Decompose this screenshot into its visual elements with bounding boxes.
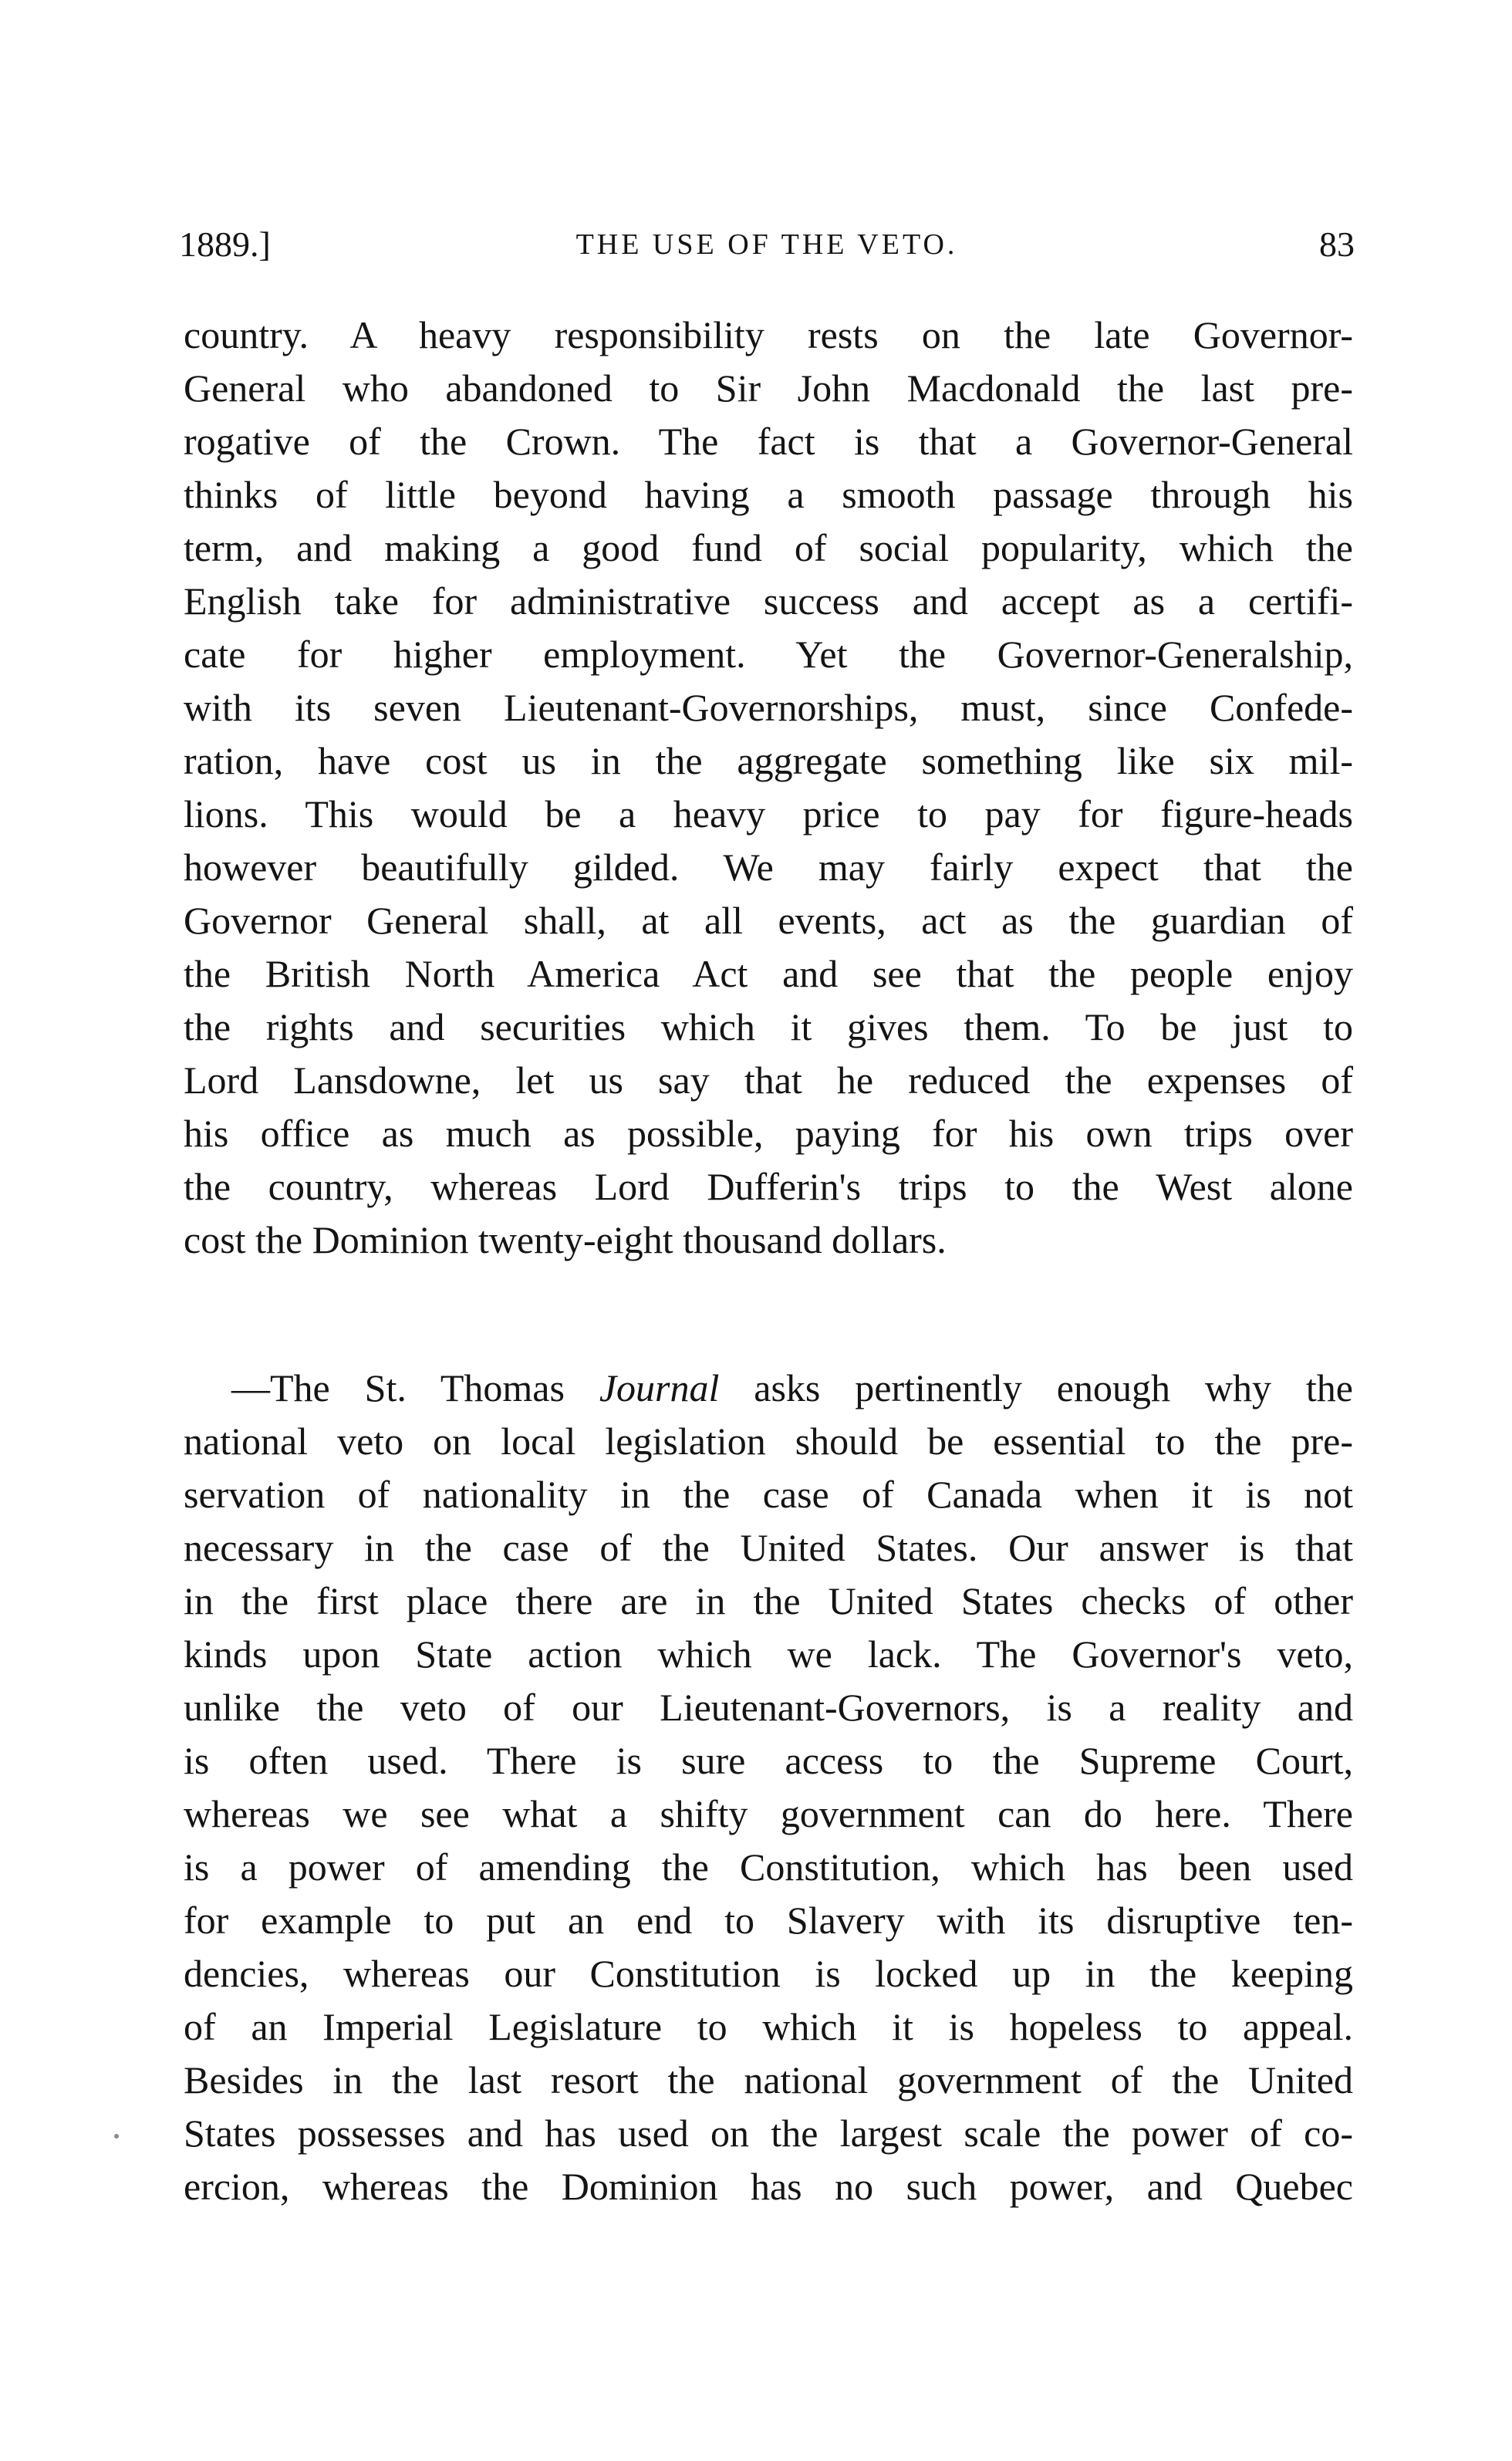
text-run: —The St. Thomas bbox=[231, 1366, 599, 1409]
text-line: thinks of little beyond having a smooth passage through his bbox=[184, 473, 1353, 516]
text-line: for example to put an end to Slavery with its disruptive ten- bbox=[184, 1899, 1353, 1942]
text-line: in the first place there are in the United States checks of other bbox=[184, 1579, 1353, 1622]
text-line: ration, have cost us in the aggregate something like six mil- bbox=[184, 739, 1353, 782]
text-line: with its seven Lieutenant-Governorships, must, since Confede- bbox=[184, 686, 1353, 729]
running-title: THE USE OF THE VETO. bbox=[575, 228, 958, 261]
text-line: General who abandoned to Sir John Macdonald the last pre- bbox=[184, 366, 1353, 410]
text-line: Lord Lansdowne, let us say that he reduced the expenses of bbox=[184, 1058, 1353, 1102]
text-line: cost the Dominion twenty-eight thousand dollars. bbox=[184, 1218, 947, 1261]
text-line: the country, whereas Lord Dufferin's trips to the West alone bbox=[184, 1165, 1353, 1208]
text-line: ercion, whereas the Dominion has no such power, and Quebec bbox=[184, 2165, 1353, 2208]
text-line: is a power of amending the Constitution, which has been used bbox=[184, 1845, 1353, 1889]
text-line: States possesses and has used on the largest scale the power of co- bbox=[184, 2112, 1353, 2155]
page-number: 83 bbox=[1319, 224, 1355, 264]
text-line: servation of nationality in the case of Canada when it is not bbox=[184, 1473, 1353, 1516]
text-line: English take for administrative success and accept as a certifi- bbox=[184, 579, 1353, 623]
text-line: cate for higher employment. Yet the Governor-Generalship, bbox=[184, 633, 1353, 676]
text-line: term, and making a good fund of social popularity, which the bbox=[184, 526, 1353, 569]
scan-speck bbox=[114, 2134, 119, 2139]
text-line-first bbox=[184, 1362, 1353, 1415]
text-line: country. A heavy responsibility rests on the late Governor- bbox=[184, 313, 1353, 356]
text-line: dencies, whereas our Constitution is locked up in the keeping bbox=[184, 1952, 1353, 1995]
text-line: lions. This would be a heavy price to pay for figure-heads bbox=[184, 792, 1353, 836]
journal-title-italic: Journal bbox=[599, 1366, 720, 1409]
text-line: Governor General shall, at all events, act as the guardian of bbox=[184, 899, 1353, 942]
text-line: of an Imperial Legislature to which it is hopeless to appeal. bbox=[184, 2005, 1353, 2048]
paragraph-governor-general bbox=[184, 309, 1353, 1267]
header-year: 1889.] bbox=[179, 224, 271, 264]
running-head bbox=[179, 218, 1355, 272]
text-line: national veto on local legislation should be essential to the pre- bbox=[184, 1420, 1353, 1463]
paragraph-national-veto bbox=[184, 1362, 1353, 2213]
text-run: asks pertinently enough why the bbox=[719, 1366, 1353, 1409]
text-line: the rights and securities which it gives them. To be just to bbox=[184, 1005, 1353, 1048]
text-line: rogative of the Crown. The fact is that a Governor-General bbox=[184, 420, 1353, 463]
text-line: unlike the veto of our Lieutenant-Governors, is a reality and bbox=[184, 1686, 1353, 1729]
text-line: kinds upon State action which we lack. The Governor's veto, bbox=[184, 1632, 1353, 1676]
text-line: Besides in the last resort the national government of the United bbox=[184, 2058, 1353, 2101]
text-line: the British North America Act and see that the people enjoy bbox=[184, 952, 1353, 995]
text-line: is often used. There is sure access to the Supreme Court, bbox=[184, 1739, 1353, 1782]
text-line: whereas we see what a shifty government can do here. There bbox=[184, 1792, 1353, 1835]
text-line: necessary in the case of the United States. Our answer is that bbox=[184, 1526, 1353, 1569]
text-line: however beautifully gilded. We may fairly expect that the bbox=[184, 846, 1353, 889]
text-line: his office as much as possible, paying for his own trips over bbox=[184, 1112, 1353, 1155]
